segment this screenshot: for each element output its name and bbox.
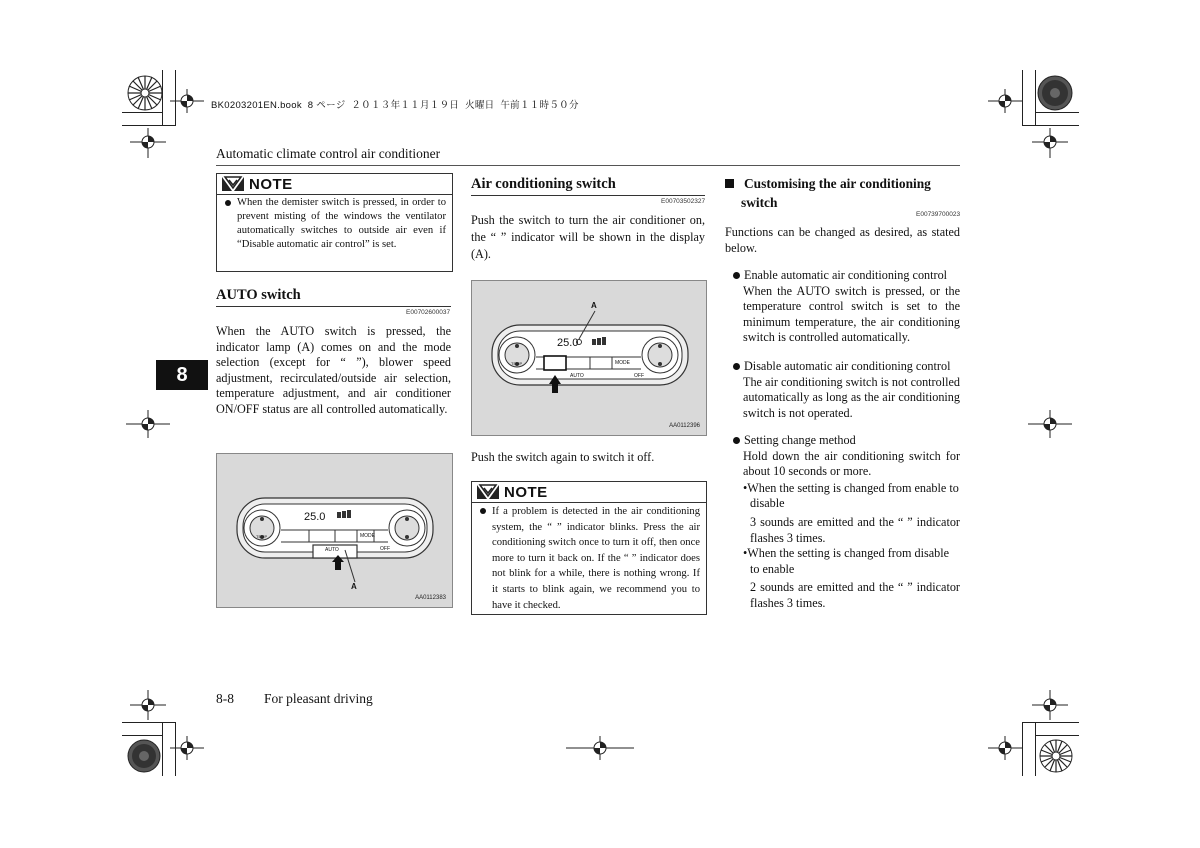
bullet-icon [480,508,486,514]
crosshair-icon [1032,128,1068,158]
auto-switch-code: E00702600037 [406,309,451,316]
ac-switch-off-text: Push the switch again to switch it off. [471,450,655,464]
panel-mode-label: MODE [615,360,630,366]
crosshair-icon [126,410,170,438]
crosshair-icon [988,736,1022,760]
crosshair-icon [1028,410,1072,438]
bullet-icon [733,272,740,279]
crosshair-icon [130,690,166,720]
note-warning-icon [221,176,245,192]
registration-disc-icon [126,738,162,774]
crosshair-icon [988,89,1022,113]
climate-panel-illustration [217,454,452,607]
air-conditioning-switch-heading: Air conditioning switch [471,176,616,192]
note-box-demister [216,173,453,272]
bullet-icon [733,363,740,370]
page-number: 8-8 [216,691,234,706]
bullet-icon [733,437,740,444]
figure-code: AA0112396 [669,423,700,429]
figure-marker-a: A [591,301,597,310]
registration-disc-icon [1036,74,1074,112]
figure-ac-switch [471,280,707,436]
panel-off-label: OFF [380,546,390,552]
customising-intro: Functions can be changed as desired, as stated below. [725,225,960,255]
panel-mode-label: MODE [360,533,375,539]
chapter-number: 8 [176,363,188,386]
panel-off-label: OFF [634,373,644,379]
air-conditioning-switch-code: E00703502327 [661,198,706,205]
customising-code: E00739700023 [916,211,961,218]
registration-wheel-icon [1038,738,1074,774]
option-disable: Disable automatic air conditioning control The air conditioning switch is not controlled automatically as long as the air conditioning switch is not operated. [733,359,960,421]
figure-code: AA0112383 [415,595,446,601]
panel-auto-label: AUTO [325,547,339,553]
print-job-meta: BK0203201EN.book 8 ページ ２０１３年１１月１９日 火曜日 午前１１時５０分 [211,100,579,111]
crosshair-icon [1032,690,1068,720]
panel-display-readout: 25.0 [304,511,326,523]
registration-wheel-icon [126,74,164,112]
figure-marker-a: A [351,582,357,591]
option-enable: Enable automatic air conditioning control When the AUTO switch is pressed, or the temperature control switch is set to the minimum temperature, the air conditioning switch is controlled automatically. [733,268,960,346]
footer-section: For pleasant driving [264,691,373,706]
note-title: NOTE [249,175,293,193]
panel-temp-label: TEMP [511,361,523,366]
ac-switch-text: Push the switch to turn the air conditioner on, the “ ” indicator will be shown in the display (A). [471,213,705,261]
climate-panel-illustration [472,281,706,435]
auto-switch-heading: AUTO switch [216,287,301,303]
square-bullet-icon [725,179,734,188]
chapter-tab [156,360,208,390]
crosshair-icon [170,89,204,113]
panel-auto-label: AUTO [570,373,584,379]
note-text: When the demister switch is pressed, in order to prevent misting of the windows the ventilator automatically switches to outside air even if “Disable automatic air control” is set. [217,195,452,256]
figure-auto-switch [216,453,453,608]
note-header [472,482,706,503]
crosshair-icon [170,736,204,760]
bullet-icon [225,200,231,206]
crosshair-icon [130,128,166,158]
note-warning-icon [476,484,500,500]
note-header [217,174,452,195]
panel-temp-label: TEMP [256,534,268,539]
note-text: If a problem is detected in the air conditioning system, the “ ” indicator blinks. Press the air conditioning switch once to turn it off, then once more to turn it back on. If the “ ” indicator does not blink for a while, there is nothing wrong. If it starts to blink again, we recommend you to have it checked. [472,503,706,617]
note-title: NOTE [504,483,548,501]
auto-switch-text: When the AUTO switch is pressed, the indicator lamp (A) comes on and the mode selection (except for “ ”), blower speed adjustment, recirculated/outside air selection, temperature adjustment, and air conditioner ON/OFF status are all controlled automatically. [216,324,451,416]
option-change-method: Setting change method Hold down the air conditioning switch for about 10 seconds or more. •When the setting is changed from enable to disable 3 sounds are emitted and the “ ” indicator flashes 3 times. •When the setting is changed from disable to enable 2 sounds are emitted and the “ ” indicator flashes 3 times. [733,433,960,612]
note-box-ac [471,481,707,615]
crosshair-icon [566,736,634,760]
header-rule [216,165,960,166]
running-title: Automatic climate control air conditioner [216,146,441,161]
panel-display-readout: 25.0 [557,337,579,349]
customising-heading: Customising the air conditioning switch [725,175,960,211]
